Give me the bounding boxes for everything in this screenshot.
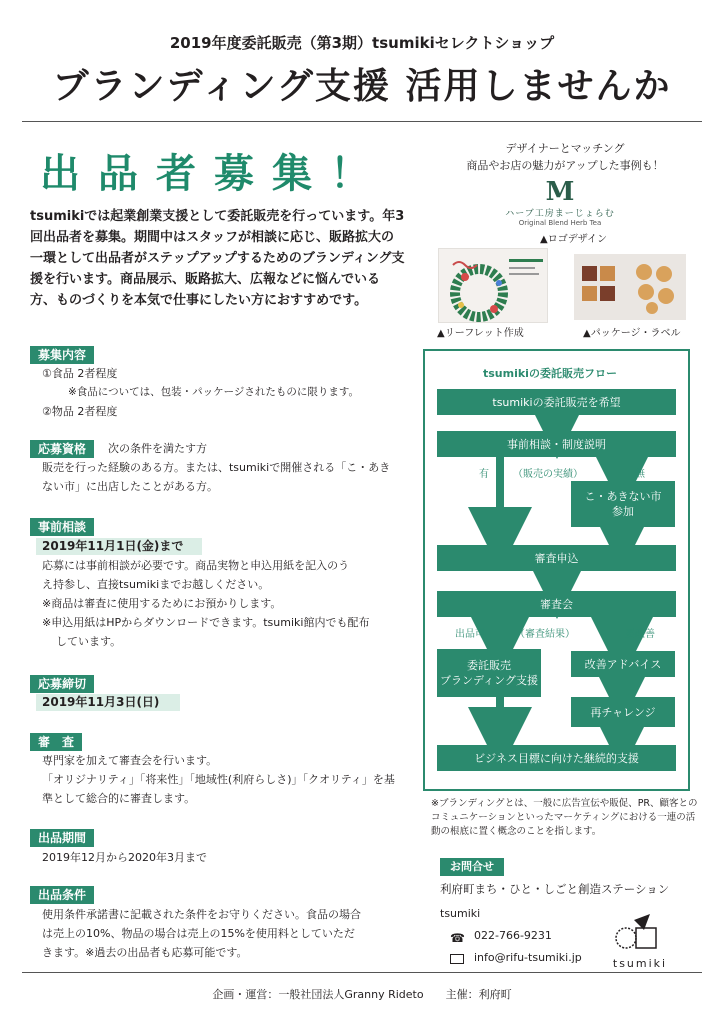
contact-email-link[interactable]: info@rifu-tsumiki.jp <box>474 951 582 964</box>
bosyu-food: ①食品 2者程度 <box>42 367 118 380</box>
shinsa-line1: 専門家を加えて審査会を行います。 <box>42 754 218 767</box>
leaflet-caption: ▲リーフレット作成 <box>437 328 524 339</box>
soudan-line4: ※申込用紙はHPからダウンロードできます。tsumiki館内でも配布 <box>42 616 370 629</box>
logo-sub: Original Blend Herb Tea <box>518 219 602 227</box>
shikaku-line1: 販売を行った経験のある方。または、tsumikiで開催される「こ・あき <box>42 461 391 474</box>
soudan-line3: ※商品は審査に使用するためにお預かりします。 <box>42 597 282 610</box>
cookie-round <box>658 288 674 304</box>
flow-koakinai <box>571 481 675 527</box>
flow-koakinai-line1: こ・あきない市 <box>584 490 662 503</box>
section-jouken-title: 出品条件 <box>30 886 94 904</box>
section-shinsa-title: 審 査 <box>30 733 82 751</box>
cookie-square <box>600 266 615 281</box>
logo-name: ハーブ工房まーじょらむ <box>505 209 615 219</box>
flow-retry: 再チャレンジ <box>571 697 675 727</box>
contact-org: 利府町まち・ひと・しごと創造ステーション <box>440 882 670 896</box>
section-shikaku-title: 応募資格 <box>30 440 94 458</box>
flow-step-submit: 審査申込 <box>437 545 676 571</box>
phone-icon: ☎ <box>450 931 465 945</box>
examples-heading-2: 商品やお店の魅力がアップした事例も！ <box>466 159 664 172</box>
cookie-round <box>646 302 658 314</box>
cookie-round <box>638 284 654 300</box>
logo-caption: ▲ロゴデザイン <box>540 234 607 245</box>
flow-consign <box>437 649 541 697</box>
flow-consign-line1: 委託販売 <box>467 659 511 672</box>
footer-credit: 企画・運営：一般社団法人Granny Rideto 主催：利府町 <box>212 988 512 1001</box>
cookie-round <box>636 264 652 280</box>
section-bosyu-title: 募集内容 <box>30 346 94 364</box>
flow-koakinai-line2: 参加 <box>612 505 634 518</box>
tsumiki-logo <box>612 912 668 968</box>
flow-step-review: 審査会 <box>437 591 676 617</box>
soudan-date: 2019年11月1日(金)まで <box>36 538 202 555</box>
soudan-line1: 応募には事前相談が必要です。商品実物と申込用紙を記入のう <box>42 559 350 572</box>
soudan-line5: しています。 <box>56 635 122 648</box>
subtitle: 2019年度委託販売（第3期）tsumikiセレクトショップ <box>169 34 555 52</box>
bosyu-food-note: ※食品については、包装・パッケージされたものに限ります。 <box>68 386 360 398</box>
bosyu-goods: ②物品 2者程度 <box>42 405 118 418</box>
shikaku-line2: ない市」に出店したことがある方。 <box>42 480 218 493</box>
flow-goal: ビジネス目標に向けた継続的支援 <box>437 745 676 771</box>
package-image <box>574 254 686 320</box>
cookie-square <box>600 286 615 301</box>
wreath-illustration <box>439 249 548 323</box>
logo-mark: M <box>545 177 575 207</box>
section-shimekiri-title: 応募締切 <box>30 675 94 693</box>
branding-note: ※ブランディングとは、一般に広告宣伝や販促、PR、顧客とのコミュニケーションといったマーケティングにおける一連の活動の根底に置く概念のことを指します。 <box>431 798 698 837</box>
footer-divider <box>22 972 702 973</box>
intro-text: tsumikiでは起業創業支援として委託販売を行っています。年3回出品者を募集。期間中はスタッフが相談に応じ、販路拡大の一環として出品者がステップアップするためのブランディング支援を行います。商品展示、販路拡大、広報などに悩んでいる方、ものづくりを本気で仕事にしたい方におすすめです。 <box>30 209 405 308</box>
cookie-round <box>656 266 672 282</box>
logo-example <box>500 178 620 227</box>
jouken-line3: きます。※過去の出品者も応募可能です。 <box>42 946 248 959</box>
recruit-title: 出品者募集！ <box>40 151 388 197</box>
flow-advice: 改善アドバイス <box>571 651 675 677</box>
contact-title: お問合せ <box>440 858 504 876</box>
section-soudan-title: 事前相談 <box>30 518 94 536</box>
flow-label-ng: 要改善 <box>625 629 655 640</box>
flow-step-apply: tsumikiの委託販売を希望 <box>437 389 676 415</box>
section-kikan-title: 出品期間 <box>30 829 94 847</box>
jouken-line1: 使用条件承諾書に記載された条件をお守りください。食品の場合 <box>42 908 361 921</box>
flow-label-result: （販売の実績） <box>513 469 583 480</box>
cookie-square <box>582 286 597 301</box>
flow-label-judge: （審査結果） <box>515 629 575 640</box>
flow-label-ok: 出品可 <box>455 629 485 640</box>
shinsa-line2: 「オリジナリティ」「将来性」「地域性(利府らしさ)」「クオリティ」を基 <box>42 773 395 786</box>
page-title: ブランディング支援 活用しませんか <box>52 66 672 107</box>
shikaku-lead: 次の条件を満たす方 <box>108 442 207 455</box>
examples-heading-1: デザイナーとマッチング <box>505 142 625 155</box>
leaflet-image <box>438 248 548 323</box>
shinsa-line3: 準として総合的に審査します。 <box>42 792 196 805</box>
flow-chart <box>423 349 690 791</box>
tsumiki-logo-text: tsumiki <box>612 957 668 970</box>
tsumiki-logo-mark <box>612 912 668 952</box>
flow-title: tsumikiの委託販売フロー <box>483 367 617 380</box>
soudan-line2: え持参し、直接tsumikiまでお越しください。 <box>42 578 270 591</box>
flow-label-yes: 有 <box>479 469 489 480</box>
contact-tel: 022-766-9231 <box>474 929 552 942</box>
package-caption: ▲パッケージ・ラベル <box>583 328 681 339</box>
cookie-square <box>582 266 597 281</box>
flow-consign-line2: ブランディング支援 <box>440 674 538 687</box>
mail-icon <box>450 954 464 964</box>
flow-label-no: 無 <box>635 469 645 480</box>
kikan-text: 2019年12月から2020年3月まで <box>42 851 207 864</box>
jouken-line2: は売上の10%、物品の場合は売上の15%を使用料としていただ <box>42 927 355 940</box>
shimekiri-date: 2019年11月3日(日) <box>36 694 180 711</box>
flow-step-consult: 事前相談・制度説明 <box>437 431 676 457</box>
header-divider <box>22 121 702 122</box>
contact-name: tsumiki <box>440 907 481 920</box>
